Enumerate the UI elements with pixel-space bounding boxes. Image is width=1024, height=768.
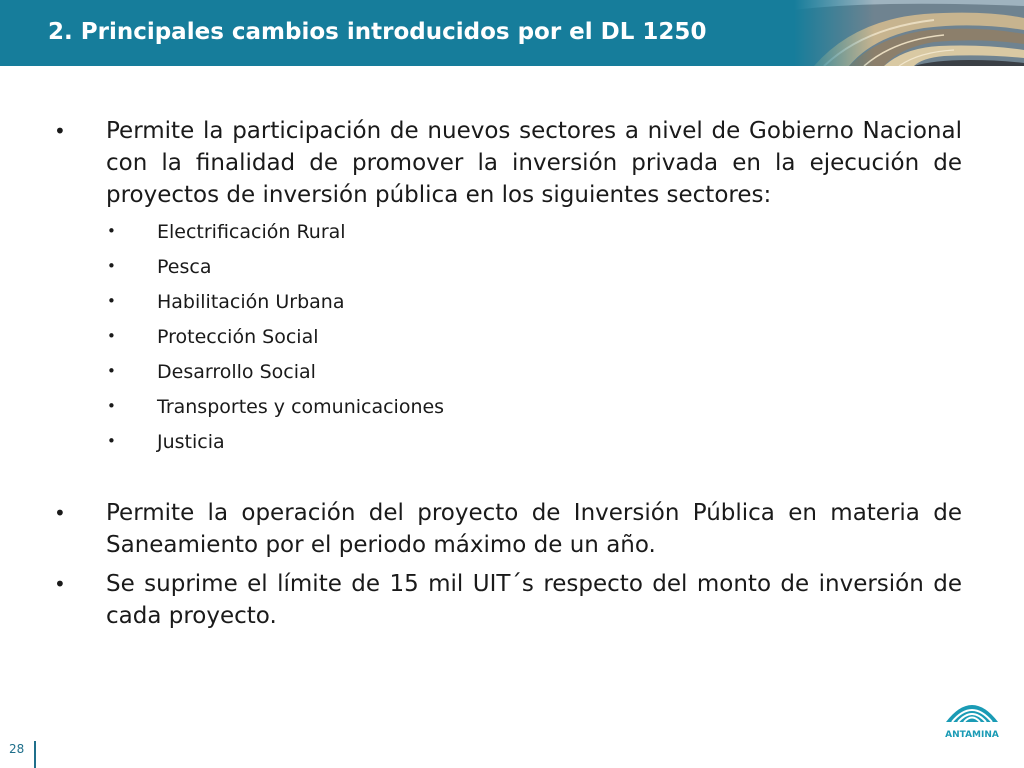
sub-list-text: Electrificación Rural	[157, 221, 346, 243]
sub-list-text: Transportes y comunicaciones	[157, 396, 445, 418]
bullet-marker: •	[54, 501, 66, 525]
bullet-text: Permite la participación de nuevos sectores a nivel de Gobierno Nacional con la finalidad de promover la inversión privada en la ejecución de proyectos de inversión pública en los siguientes sectores:	[106, 118, 962, 208]
sub-list-text: Pesca	[157, 256, 212, 278]
sub-list-text: Protección Social	[157, 326, 319, 348]
sub-list-text: Justicia	[157, 431, 225, 453]
sub-list-text: Habilitación Urbana	[157, 291, 345, 313]
bullet-marker: •	[54, 119, 66, 143]
sub-list-item	[0, 255, 1024, 285]
sub-list-item	[0, 325, 1024, 355]
bullet-text: Permite la operación del proyecto de Inversión Pública en materia de Saneamiento por el periodo máximo de un año.	[106, 500, 962, 558]
sub-list-item	[0, 220, 1024, 250]
sub-list-text: Desarrollo Social	[157, 361, 316, 383]
sub-bullet-marker: •	[107, 432, 116, 450]
logo-wordmark: ANTAMINA	[945, 730, 999, 740]
sub-bullet-marker: •	[107, 257, 116, 275]
sub-bullet-marker: •	[107, 327, 116, 345]
sub-bullet-marker: •	[107, 362, 116, 380]
antamina-logo-mark	[942, 692, 1002, 744]
page-number-divider	[34, 741, 36, 768]
sub-list-item	[0, 290, 1024, 320]
page-number: 28	[9, 742, 25, 756]
sub-bullet-marker: •	[107, 222, 116, 240]
sub-bullet-marker: •	[107, 397, 116, 415]
sub-bullet-marker: •	[107, 292, 116, 310]
bullet-marker: •	[54, 572, 66, 596]
sub-list-item	[0, 360, 1024, 390]
sub-list-item	[0, 395, 1024, 425]
sub-list-item	[0, 430, 1024, 460]
bullet-text: Se suprime el límite de 15 mil UIT´s respecto del monto de inversión de cada proyecto.	[106, 571, 962, 629]
antamina-logo	[942, 692, 1002, 744]
slide-title: 2. Principales cambios introducidos por el DL 1250	[48, 19, 707, 45]
